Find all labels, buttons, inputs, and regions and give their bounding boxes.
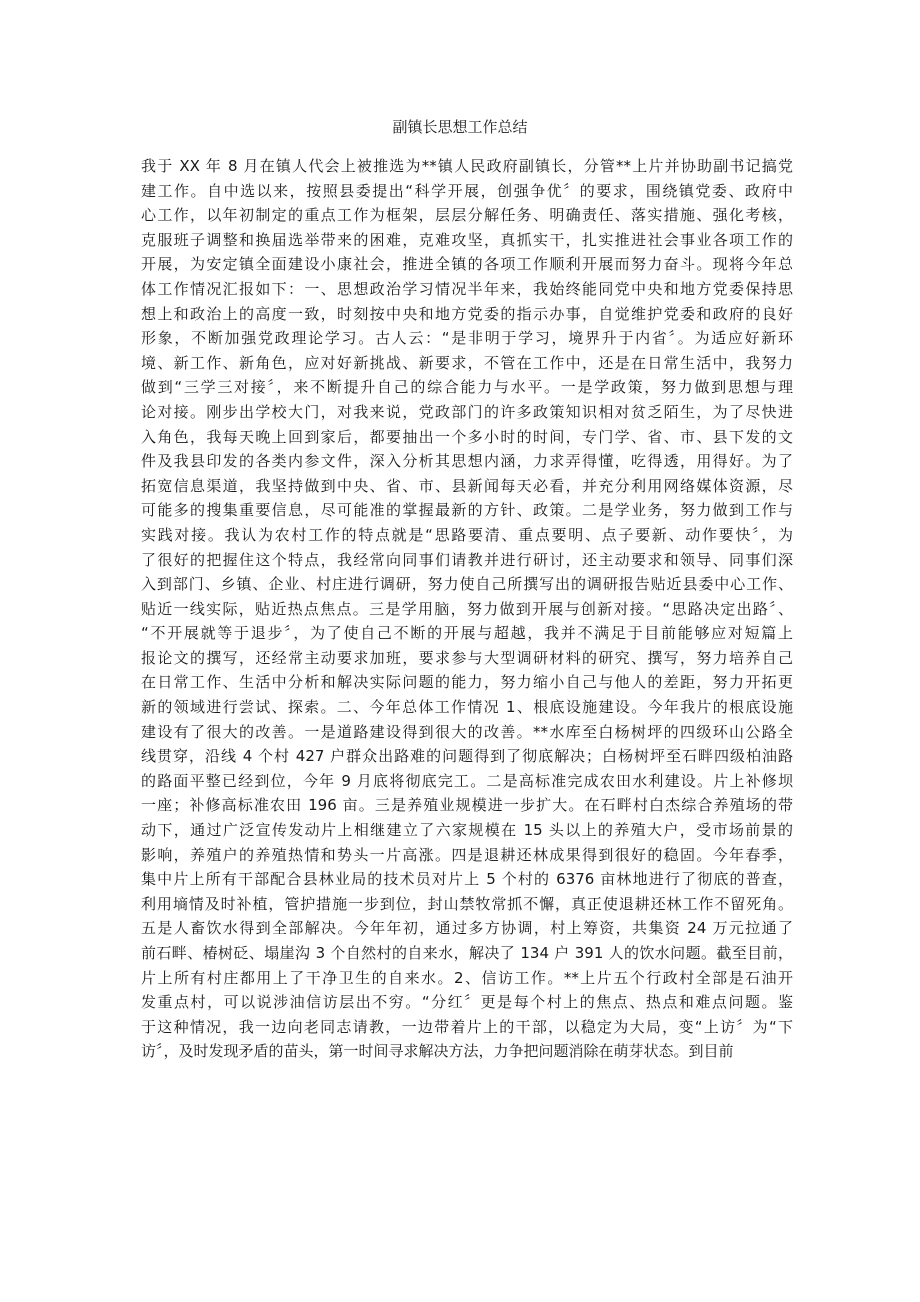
body-text-line: 想上和政治上的高度一致，时刻按中央和地方党委的指示办事，自觉维护党委和政府的良好 <box>141 304 793 323</box>
body-text-line: 发重点村，可以说涉油信访层出不穷。“分红〞更是每个村上的焦点、热点和难点问题。鉴 <box>141 993 793 1012</box>
body-text-line: 五是人畜饮水得到全部解决。今年年初，通过多方协调，村上筹资，共集资 24 万元拉通了 <box>141 919 793 938</box>
body-text-line: 新的领域进行尝试、探索。二、今年总体工作情况 1、根底设施建设。今年我片的根底设施 <box>141 698 793 717</box>
body-text-line: 实践对接。我认为农村工作的特点就是“思路要清、重点要明、点子要新、动作要快〞，为 <box>141 525 793 544</box>
body-text-line: 线贯穿，沿线 4 个村 427 户群众出路难的问题得到了彻底解决；白杨树坪至石畔四级柏油路 <box>141 747 793 766</box>
body-text-line: 访〞，及时发现矛盾的苗头，第一时间寻求解决方法，力争把问题消除在萌芽状态。到目前 <box>141 1042 734 1061</box>
body-text-line: 片上所有村庄都用上了干净卫生的自来水。2、信访工作。**上片五个行政村全部是石油开 <box>141 968 793 987</box>
body-text-line: 建工作。自中选以来，按照县委提出“科学开展，创强争优〞的要求，围绕镇党委、政府中 <box>141 181 793 200</box>
body-text-line: 可能多的搜集重要信息，尽可能准的掌握最新的方针、政策。二是学业务，努力做到工作与 <box>141 501 793 520</box>
body-text-line: 一座；补修高标准农田 196 亩。三是养殖业规模进一步扩大。在石畔村白杰综合养殖场的带 <box>141 796 793 815</box>
body-text-line: 体工作情况汇报如下：一、思想政治学习情况半年来，我始终能同党中央和地方党委保持思 <box>141 279 793 298</box>
body-text-line: 在日常工作、生活中分析和解决实际问题的能力，努力缩小自己与他人的差距，努力开拓更 <box>141 673 793 692</box>
document-body <box>141 154 793 1064</box>
body-text-line: 贴近一线实际，贴近热点焦点。三是学用脑，努力做到开展与创新对接。“思路决定出路〞、 <box>141 599 793 618</box>
body-text-line: 影响，养殖户的养殖热情和势头一片高涨。四是退耕还林成果得到很好的稳固。今年春季， <box>141 845 793 864</box>
body-text-line: 前石畔、椿树砭、塌崖沟 3 个自然村的自来水，解决了 134 户 391 人的饮水问题。截至目前， <box>141 944 793 962</box>
body-text-line: 入到部门、乡镇、企业、村庄进行调研，努力使自己所撰写出的调研报告贴近县委中心工作、 <box>141 575 793 594</box>
body-text-line: 集中片上所有干部配合县林业局的技术员对片上 5 个村的 6376 亩林地进行了彻底的普查， <box>141 870 793 889</box>
body-text-line: 建设有了很大的改善。一是道路建设得到很大的改善。**水库至白杨树坪的四级环山公路全 <box>141 722 793 741</box>
body-text-line: 的路面平整已经到位，今年 9 月底将彻底完工。二是高标准完成农田水利建设。片上补修坝 <box>141 771 793 790</box>
body-text-line: 做到“三学三对接〞，来不断提升自己的综合能力与水平。一是学政策，努力做到思想与理 <box>141 378 793 397</box>
body-text-line: 克服班子调整和换届选举带来的困难，克难攻坚，真抓实干，扎实推进社会事业各项工作的 <box>141 230 793 249</box>
body-text-line: 了很好的把握住这个特点，我经常向同事们请教并进行研讨，还主动要求和领导、同事们深 <box>141 550 793 569</box>
body-text-line: 我于 XX 年 8 月在镇人代会上被推选为**镇人民政府副镇长，分管**上片并协助副书记搞党 <box>141 157 793 175</box>
body-text-line: 拓宽信息渠道，我坚持做到中央、省、市、县新闻每天必看，并充分利用网络媒体资源，尽 <box>141 476 793 495</box>
body-text-line: 于这种情况，我一边向老同志请教，一边带着片上的干部，以稳定为大局，变“上访〞为“下 <box>141 1017 793 1036</box>
body-text-line: 形象，不断加强党政理论学习。古人云：“是非明于学习，境界升于内省〞。为适应好新环 <box>141 329 793 348</box>
document-title: 副镇长思想工作总结 <box>392 118 528 136</box>
body-text-line: 入角色，我每天晚上回到家后，都要抽出一个多小时的时间，专门学、省、市、县下发的文 <box>141 427 793 446</box>
body-text-line: 报论文的撰写，还经常主动要求加班，要求参与大型调研材料的研究、撰写，努力培养自己 <box>141 648 793 667</box>
body-text-line: 利用墒情及时补植，管护措施一步到位，封山禁牧常抓不懈，真正使退耕还林工作不留死角。 <box>141 894 793 913</box>
body-text-line: 心工作，以年初制定的重点工作为框架，层层分解任务、明确责任、落实措施、强化考核， <box>141 206 793 225</box>
body-text-line: 动下，通过广泛宣传发动片上相继建立了六家规模在 15 头以上的养殖大户，受市场前景的 <box>141 821 793 840</box>
body-text-line: 境、新工作、新角色，应对好新挑战、新要求，不管在工作中，还是在日常生活中，我努力 <box>141 353 793 372</box>
body-text-line: “不开展就等于退步〞，为了使自己不断的开展与超越，我并不满足于目前能够应对短篇上 <box>141 624 793 643</box>
body-text-line: 件及我县印发的各类内参文件，深入分析其思想内涵，力求弄得懂，吃得透，用得好。为了 <box>141 452 793 471</box>
body-text-line: 论对接。刚步出学校大门，对我来说，党政部门的许多政策知识相对贫乏陌生，为了尽快进 <box>141 402 793 421</box>
body-text-line: 开展，为安定镇全面建设小康社会，推进全镇的各项工作顺利开展而努力奋斗。现将今年总 <box>141 255 793 274</box>
